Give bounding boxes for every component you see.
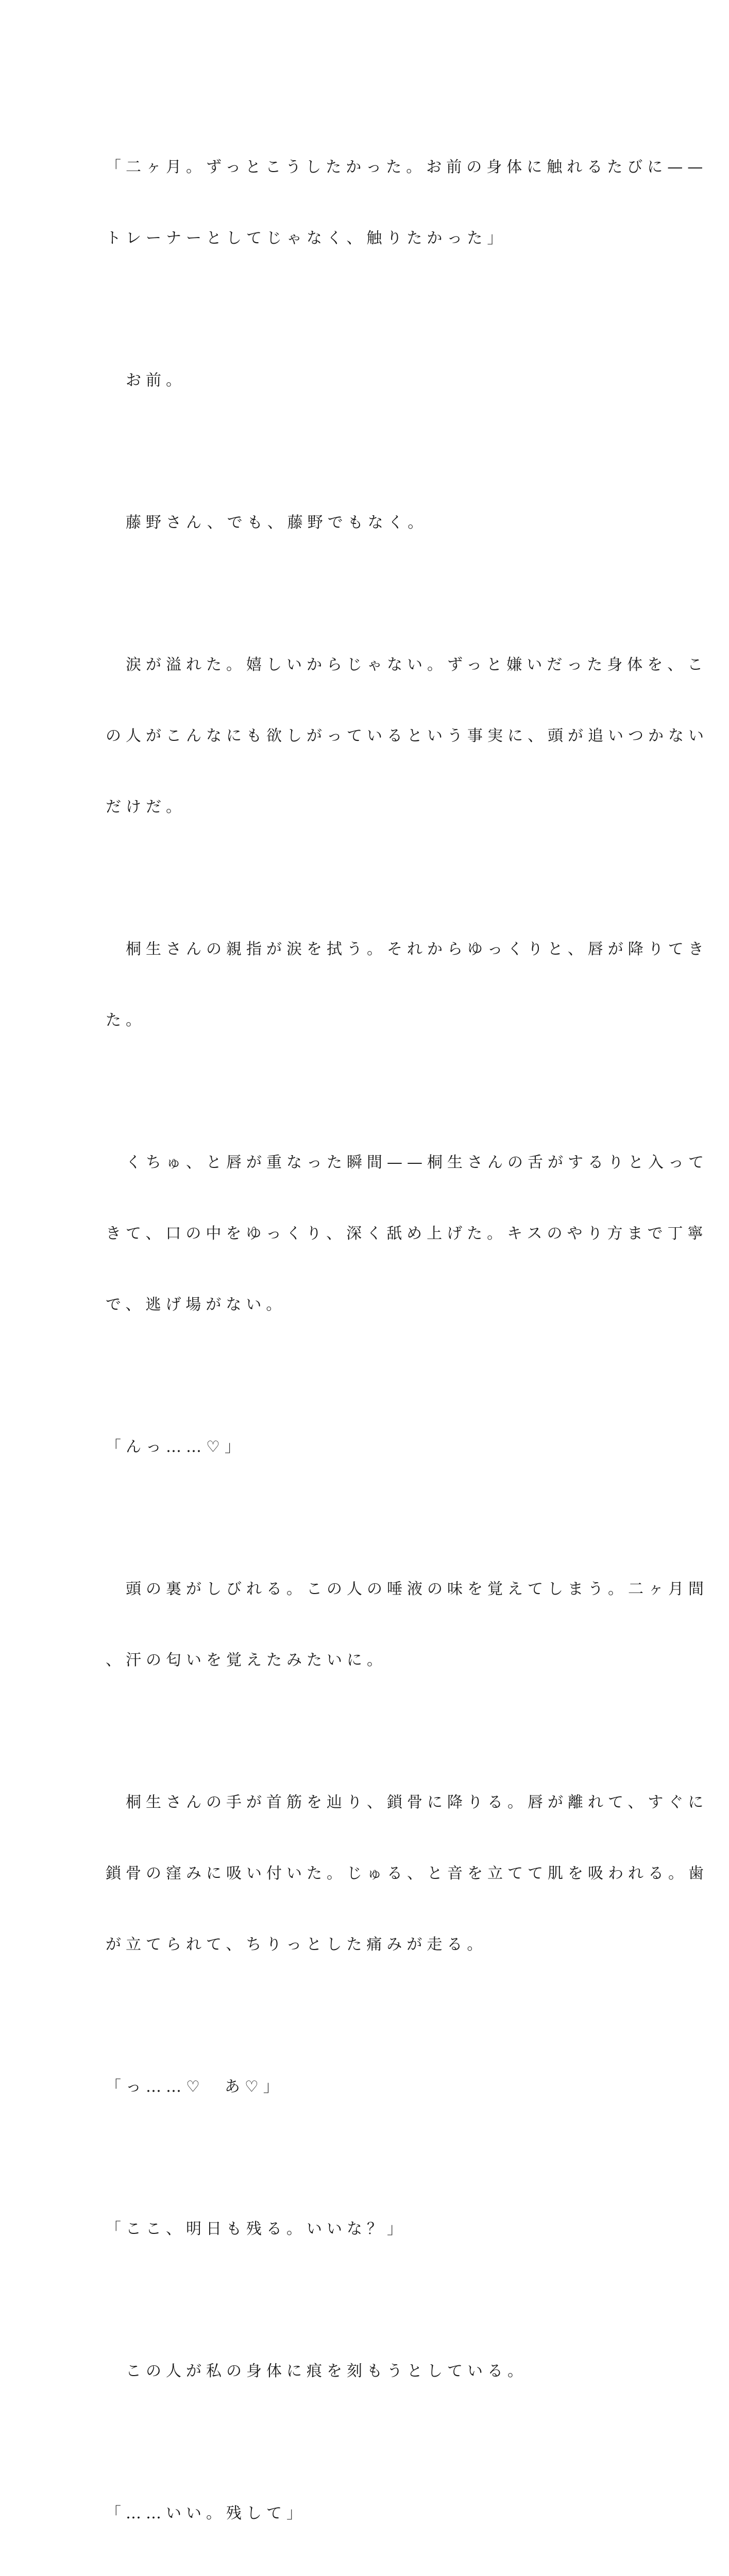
- text-line: 、汗の匂いを覚えたみたいに。: [106, 1651, 387, 1669]
- text-line: た。: [106, 1011, 146, 1029]
- paragraph: [106, 1530, 708, 1720]
- text-line: 頭の裏がしびれる。この人の唾液の味を覚えてしまう。二ヶ月間: [106, 1580, 708, 1598]
- paragraph: [106, 890, 708, 1080]
- paragraph: [106, 321, 621, 440]
- text-line: 「ここ、明日も残る。いいな？」: [106, 2220, 407, 2238]
- text-line: トレーナーとしてじゃなく、触りたかった」: [106, 229, 507, 247]
- text-line: 藤野さん、でも、藤野でもなく。: [106, 514, 428, 532]
- text-line: 「っ……♡ あ♡」: [106, 2078, 283, 2096]
- paragraph: [106, 606, 708, 867]
- paragraph: [106, 464, 621, 582]
- text-line: の人がこんなにも欲しがっているという事実に、頭が追いつかない: [106, 727, 708, 745]
- text-line: で、逃げ場がない。: [106, 1296, 286, 1314]
- text-line: きて、口の中をゆっくり、深く舐め上げた。キスのやり方まで丁寧: [106, 1225, 708, 1243]
- text-line: だけだ。: [106, 798, 186, 816]
- paragraph: [106, 1104, 708, 1364]
- text-line: 桐生さんの手が首筋を辿り、鎖骨に降りる。唇が離れて、すぐに: [106, 1793, 708, 1811]
- text-line: この人が私の身体に痕を刻もうとしている。: [106, 2362, 528, 2380]
- paragraph: [106, 2028, 621, 2146]
- text-line: 鎖骨の窪みに吸い付いた。じゅる、と音を立てて肌を吸われる。歯: [106, 1865, 708, 1883]
- text-line: 「二ヶ月。ずっとこうしたかった。お前の身体に触れるたびに——: [106, 158, 708, 176]
- paragraph: [106, 108, 708, 298]
- text-line: 桐生さんの親指が涙を拭う。それからゆっくりと、唇が降りてき: [106, 940, 708, 958]
- text-line: が立てられて、ちりっとした痛みが走る。: [106, 1936, 487, 1954]
- paragraph: [106, 2312, 621, 2431]
- text-line: 「んっ……♡」: [106, 1438, 245, 1456]
- paragraph: [106, 2454, 621, 2573]
- text-line: くちゅ、と唇が重なった瞬間——桐生さんの舌がするりと入って: [106, 1154, 708, 1172]
- paragraph: [106, 1388, 621, 1506]
- text-line: お前。: [106, 371, 186, 389]
- text-line: 「……いい。残して」: [106, 2504, 307, 2522]
- text-line: 涙が溢れた。嬉しいからじゃない。ずっと嫌いだった身体を、こ: [106, 656, 708, 674]
- paragraph: [106, 1743, 708, 2004]
- paragraph: [106, 2170, 621, 2289]
- body-text: [106, 108, 708, 2576]
